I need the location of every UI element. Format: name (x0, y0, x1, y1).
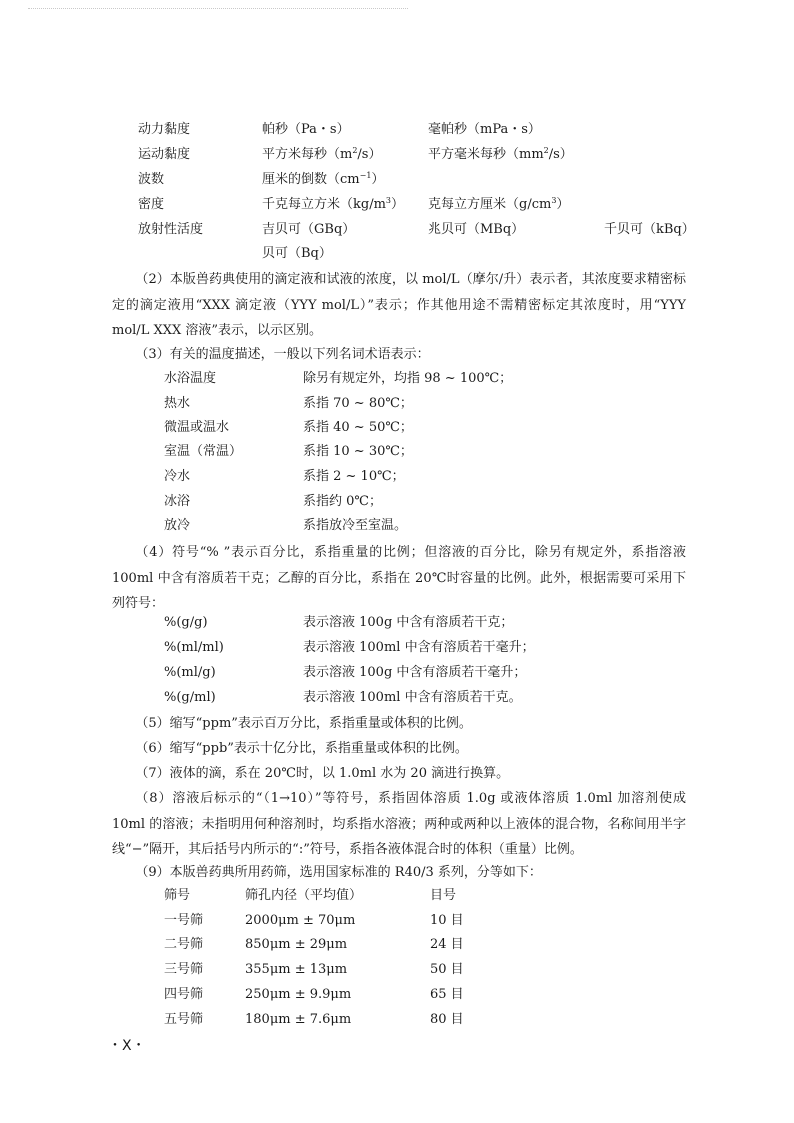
percent-desc: 表示溶液 100ml 中含有溶质若干克。 (303, 690, 522, 705)
percent-desc: 表示溶液 100g 中含有溶质若干克； (303, 615, 514, 630)
unit-si: 吉贝可（GBq） (262, 222, 356, 237)
sieve-size: 2000μm ± 70μm (245, 913, 356, 928)
temp-desc: 系指约 0℃； (303, 494, 382, 509)
sieve-mesh: 50 目 (430, 962, 464, 977)
temp-term: 放冷 (164, 518, 191, 533)
sieve-mesh: 80 目 (430, 1012, 464, 1027)
sieve-no: 三号筛 (164, 962, 204, 977)
paragraph-4: （4）符号“% ”表示百分比，系指重量的比例；但溶液的百分比，除另有规定外，系指溶液 100ml 中含有溶质若干克；乙醇的百分比，系指在 20℃时容量的比例。此外，根据需要可采用下列符号： (112, 545, 686, 611)
percent-symbol: %(g/g) (164, 615, 208, 630)
temp-term: 热水 (164, 396, 191, 411)
unit-alt: 平方毫米每秒$(mm^2/s)$ (428, 146, 573, 162)
sieve-size: 180μm ± 7.6μm (245, 1012, 352, 1027)
temp-term: 水浴温度 (164, 371, 217, 386)
unit-alt: 毫帕秒（mPa・s） (428, 122, 541, 137)
temp-term: 冷水 (164, 469, 191, 484)
temp-desc: 系指放冷至室温。 (303, 518, 408, 533)
unit-si: 千克每立方米$(kg/m^3)$ (262, 196, 405, 212)
unit-alt: 兆贝可（MBq） (428, 222, 525, 237)
percent-symbol: %(ml/g) (164, 665, 216, 680)
paragraph-3: （3）有关的温度描述，一般以下列名词术语表示： (135, 347, 430, 362)
unit-si: 平方米每秒$(m^2/s)$ (262, 146, 382, 162)
unit-name: 波数 (138, 172, 165, 187)
percent-desc: 表示溶液 100ml 中含有溶质若干毫升； (303, 640, 535, 655)
sieve-size: 355μm ± 13μm (245, 962, 348, 977)
top-scan-line (28, 8, 408, 9)
temp-desc: 系指 70 ~ 80℃； (303, 396, 413, 411)
paragraph-7: （7）液体的滴，系在 20℃时，以 1.0ml 水为 20 滴进行换算。 (135, 766, 510, 781)
sieve-size: 250μm ± 9.9μm (245, 987, 352, 1002)
percent-symbol: %(ml/ml) (164, 640, 224, 655)
percent-symbol: %(g/ml) (164, 690, 216, 705)
unit-name: 动力黏度 (138, 122, 191, 137)
sieve-size-header: 筛孔内径（平均值） (245, 888, 363, 903)
temp-desc: 系指 40 ~ 50℃； (303, 420, 413, 435)
paragraph-2: （2）本版兽药典使用的滴定液和试液的浓度，以 mol/L（摩尔/升）表示者，其浓度要求精密标定的滴定液用“XXX 滴定液（YYY mol/L）”表示；作其他用途不需精密标定其浓度时，用“YYY mol/L XXX 溶液”表示，以示区别。 (112, 272, 686, 338)
unit-si: 贝可（Bq） (262, 246, 332, 261)
sieve-mesh: 10 目 (430, 913, 464, 928)
temp-term: 冰浴 (164, 494, 191, 509)
unit-name: 密度 (138, 197, 165, 212)
sieve-no: 二号筛 (164, 937, 204, 952)
sieve-size: 850μm ± 29μm (245, 937, 348, 952)
temp-desc: 除另有规定外，均指 98 ~ 100℃； (303, 371, 513, 386)
sieve-no-header: 筛号 (164, 888, 191, 903)
unit-name: 运动黏度 (138, 147, 191, 162)
temp-term: 微温或温水 (164, 420, 230, 435)
temp-term: 室温（常温） (164, 444, 243, 459)
paragraph-6: （6）缩写“ppb”表示十亿分比，系指重量或体积的比例。 (135, 741, 468, 756)
sieve-no: 一号筛 (164, 913, 204, 928)
temp-desc: 系指 10 ~ 30℃； (303, 444, 413, 459)
unit-name: 放射性活度 (138, 222, 204, 237)
unit-alt: 克每立方厘米$(g/cm^3)$ (428, 196, 570, 212)
temp-desc: 系指 2 ~ 10℃； (303, 469, 405, 484)
percent-desc: 表示溶液 100g 中含有溶质若干毫升； (303, 665, 527, 680)
unit-alt: 千贝可（kBq） (604, 222, 695, 237)
page-number: ・X・ (108, 1038, 146, 1054)
sieve-mesh: 65 目 (430, 987, 464, 1002)
unit-si: 帕秒（Pa・s） (262, 122, 350, 137)
sieve-no: 五号筛 (164, 1012, 204, 1027)
sieve-mesh: 24 目 (430, 937, 464, 952)
paragraph-8: （8）溶液后标示的“（1→10）”等符号，系指固体溶质 1.0g 或液体溶质 1.0ml 加溶剂使成 10ml 的溶液；未指明用何种溶剂时，均系指水溶液；两种或两种以上液体的混合物，名称间用半字线“−”隔开，其后括号内所示的“:”符号，系指各液体混合时的体积（重量）比例。 (112, 791, 686, 857)
sieve-mesh-header: 目号 (430, 888, 457, 903)
unit-si: 厘米的倒数$(cm^{-1})$ (262, 171, 385, 187)
paragraph-5: （5）缩写“ppm”表示百万分比，系指重量或体积的比例。 (135, 716, 472, 731)
sieve-no: 四号筛 (164, 987, 204, 1002)
paragraph-9: （9）本版兽药典所用药筛，选用国家标准的 R40/3 系列，分等如下： (135, 865, 542, 880)
